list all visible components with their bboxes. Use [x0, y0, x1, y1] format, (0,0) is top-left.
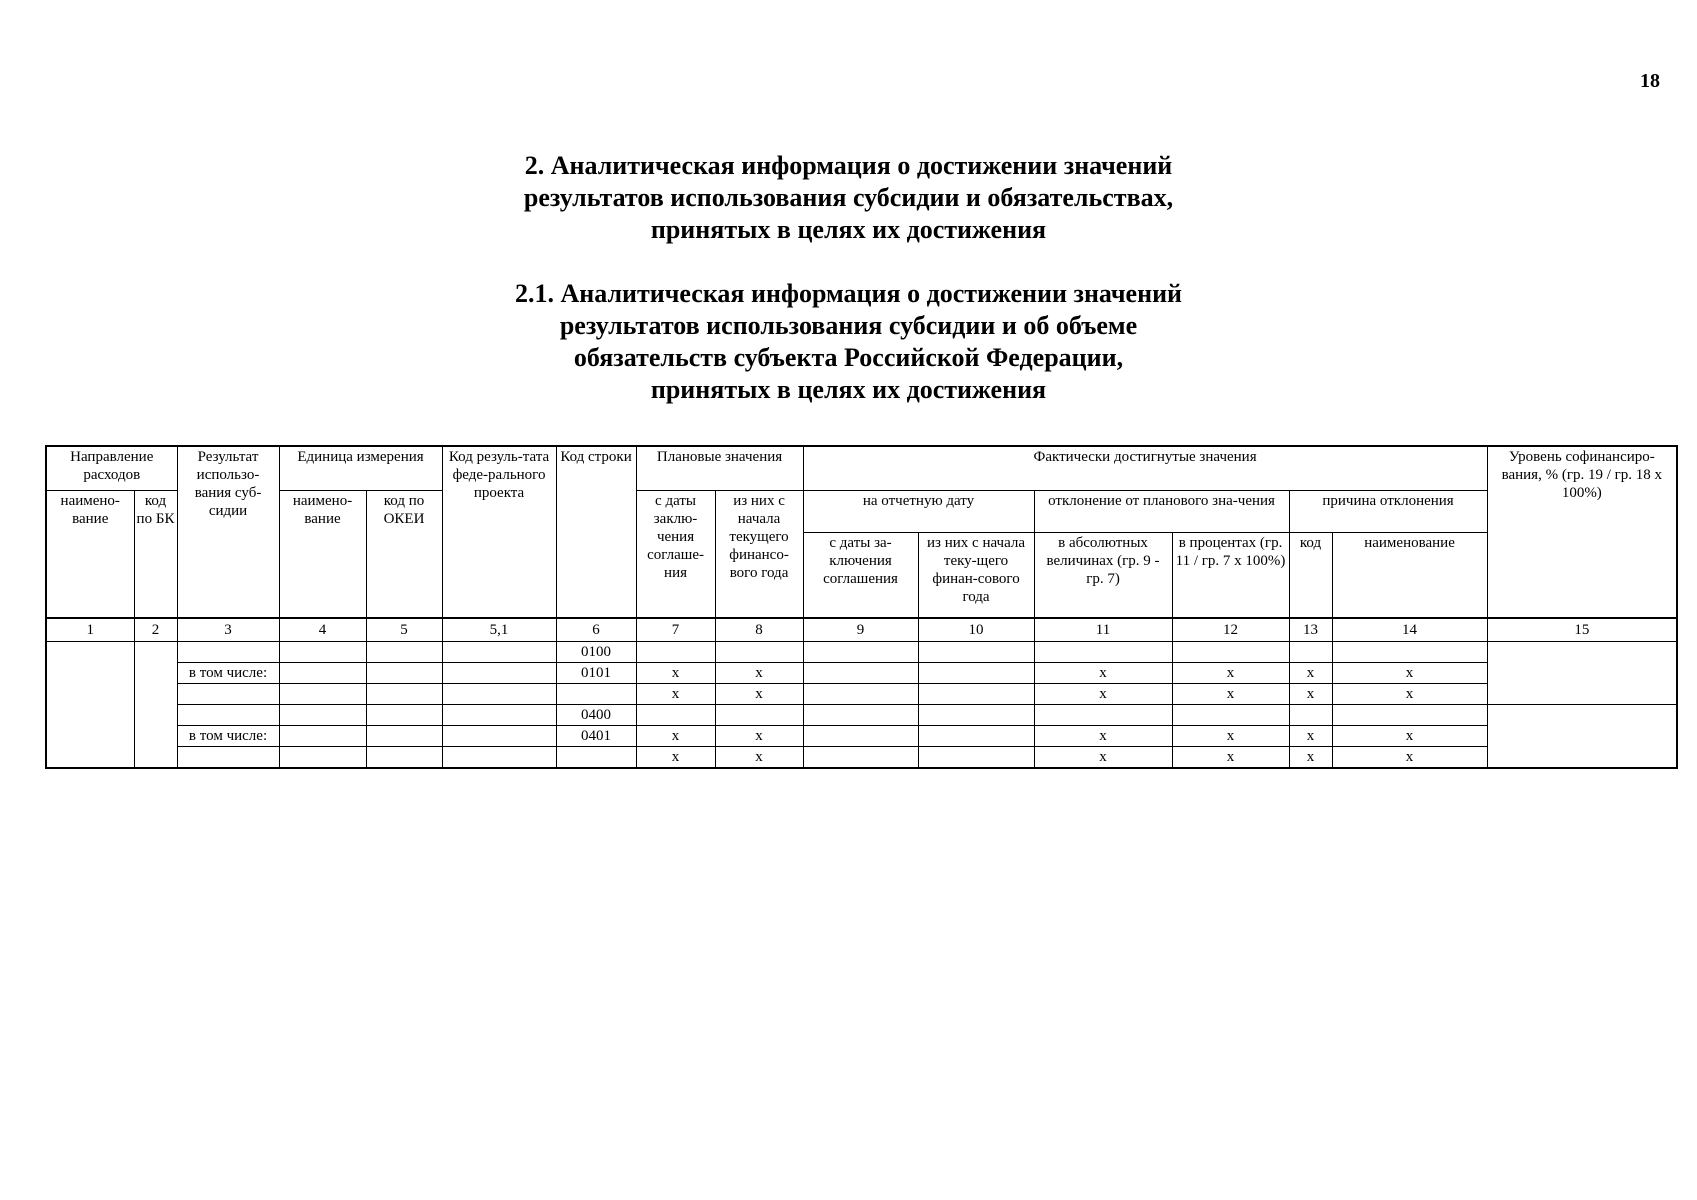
column-number: 9	[803, 618, 918, 642]
column-number: 3	[177, 618, 279, 642]
column-number: 14	[1332, 618, 1487, 642]
cell-row-code	[556, 684, 636, 705]
column-number: 1	[46, 618, 134, 642]
heading-line: принятых в целях их достижения	[650, 375, 1047, 404]
cell-result	[177, 684, 279, 705]
cell-unit-okei	[366, 726, 442, 747]
header-deviation: отклонение от планового зна-чения	[1034, 490, 1289, 532]
subsection-heading	[0, 278, 1697, 406]
column-number: 6	[556, 618, 636, 642]
cell-col11	[1034, 642, 1172, 663]
column-number: 13	[1289, 618, 1332, 642]
cell-col13: x	[1289, 747, 1332, 769]
cell-col11: x	[1034, 663, 1172, 684]
cell-col7: x	[636, 747, 715, 769]
cell-col14: x	[1332, 684, 1487, 705]
table-row	[46, 747, 1677, 769]
cell-col9	[803, 726, 918, 747]
header-report-date: на отчетную дату	[803, 490, 1034, 532]
cell-col7: x	[636, 726, 715, 747]
header-deviation-abs: в абсолютных величинах (гр. 9 - гр. 7)	[1034, 532, 1172, 618]
cell-fed-code	[442, 642, 556, 663]
header-row	[46, 490, 1677, 532]
header-actual-year: из них с начала теку-щего финан-сового года	[918, 532, 1034, 618]
column-number: 4	[279, 618, 366, 642]
cell-row-code: 0100	[556, 642, 636, 663]
column-number: 7	[636, 618, 715, 642]
cell-cofinancing	[1487, 705, 1677, 769]
cell-unit-okei	[366, 642, 442, 663]
header-reason-name: наименование	[1332, 532, 1487, 618]
cell-result: в том числе:	[177, 726, 279, 747]
column-number: 8	[715, 618, 803, 642]
cell-col12: x	[1172, 663, 1289, 684]
cell-col11: x	[1034, 747, 1172, 769]
cell-fed-code	[442, 705, 556, 726]
heading-line: результатов использования субсидии и обязательствах,	[523, 183, 1174, 212]
cell-col9	[803, 663, 918, 684]
header-row-code: Код строки	[556, 446, 636, 618]
header-actual: Фактически достигнутые значения	[803, 446, 1487, 490]
cell-col8: x	[715, 747, 803, 769]
cell-unit-okei	[366, 684, 442, 705]
cell-col7	[636, 642, 715, 663]
header-direction-code: код по БК	[134, 490, 177, 618]
cell-col12	[1172, 705, 1289, 726]
section-heading	[0, 150, 1697, 246]
cell-unit-name	[279, 684, 366, 705]
header-planned-agreement: с даты заклю-чения соглаше-ния	[636, 490, 715, 618]
cell-direction-name	[46, 642, 134, 769]
cell-result	[177, 705, 279, 726]
cell-unit-okei	[366, 663, 442, 684]
cell-cofinancing	[1487, 642, 1677, 705]
report-table	[45, 445, 1678, 769]
header-cofinancing: Уровень софинансиро-вания, % (гр. 19 / гр. 18 x 100%)	[1487, 446, 1677, 618]
header-result: Результат использо-вания суб-сидии	[177, 446, 279, 618]
header-reason: причина отклонения	[1289, 490, 1487, 532]
column-number: 11	[1034, 618, 1172, 642]
header-direction: Направление расходов	[46, 446, 177, 490]
header-planned: Плановые значения	[636, 446, 803, 490]
cell-col13: x	[1289, 663, 1332, 684]
cell-col7: x	[636, 663, 715, 684]
cell-unit-name	[279, 663, 366, 684]
heading-line: обязательств субъекта Российской Федерации,	[573, 343, 1124, 372]
column-number: 5	[366, 618, 442, 642]
column-number: 5,1	[442, 618, 556, 642]
cell-col10	[918, 663, 1034, 684]
heading-line: принятых в целях их достижения	[650, 215, 1047, 244]
cell-col8: x	[715, 726, 803, 747]
cell-fed-code	[442, 663, 556, 684]
heading-line: результатов использования субсидии и об объеме	[559, 311, 1138, 340]
cell-col9	[803, 747, 918, 769]
column-number-row	[46, 618, 1677, 642]
cell-col8: x	[715, 684, 803, 705]
cell-fed-code	[442, 684, 556, 705]
cell-col14	[1332, 642, 1487, 663]
cell-col13	[1289, 642, 1332, 663]
cell-fed-code	[442, 726, 556, 747]
cell-col13	[1289, 705, 1332, 726]
cell-col10	[918, 747, 1034, 769]
cell-col11: x	[1034, 726, 1172, 747]
cell-col10	[918, 726, 1034, 747]
cell-col9	[803, 684, 918, 705]
cell-unit-name	[279, 642, 366, 663]
table-row	[46, 642, 1677, 663]
cell-row-code	[556, 747, 636, 769]
cell-unit-name	[279, 705, 366, 726]
cell-col12: x	[1172, 684, 1289, 705]
cell-col9	[803, 642, 918, 663]
header-reason-code: код	[1289, 532, 1332, 618]
cell-col10	[918, 705, 1034, 726]
cell-unit-name	[279, 747, 366, 769]
header-planned-year: из них с начала текущего финансо-вого года	[715, 490, 803, 618]
cell-col12: x	[1172, 747, 1289, 769]
cell-col9	[803, 705, 918, 726]
cell-col12: x	[1172, 726, 1289, 747]
header-unit-okei: код по ОКЕИ	[366, 490, 442, 618]
header-unit: Единица измерения	[279, 446, 442, 490]
cell-col7	[636, 705, 715, 726]
cell-row-code: 0401	[556, 726, 636, 747]
cell-direction-code	[134, 642, 177, 769]
cell-col11	[1034, 705, 1172, 726]
cell-result	[177, 642, 279, 663]
header-fed-code: Код резуль-тата феде-рального проекта	[442, 446, 556, 618]
table-row	[46, 705, 1677, 726]
header-direction-name: наимено-вание	[46, 490, 134, 618]
page-number: 18	[1640, 70, 1660, 92]
cell-col10	[918, 642, 1034, 663]
column-number: 10	[918, 618, 1034, 642]
cell-col14: x	[1332, 663, 1487, 684]
cell-col8: x	[715, 663, 803, 684]
cell-col13: x	[1289, 726, 1332, 747]
column-number: 2	[134, 618, 177, 642]
cell-col13: x	[1289, 684, 1332, 705]
cell-col7: x	[636, 684, 715, 705]
cell-result	[177, 747, 279, 769]
header-unit-name: наимено-вание	[279, 490, 366, 618]
cell-result: в том числе:	[177, 663, 279, 684]
column-number: 15	[1487, 618, 1677, 642]
cell-fed-code	[442, 747, 556, 769]
header-actual-agreement: с даты за-ключения соглашения	[803, 532, 918, 618]
header-row	[46, 446, 1677, 490]
cell-col10	[918, 684, 1034, 705]
table-row	[46, 663, 1677, 684]
column-number: 12	[1172, 618, 1289, 642]
table-row	[46, 726, 1677, 747]
heading-line: 2.1. Аналитическая информация о достижении значений	[514, 279, 1183, 308]
header-deviation-pct: в процентах (гр. 11 / гр. 7 x 100%)	[1172, 532, 1289, 618]
cell-col8	[715, 642, 803, 663]
cell-unit-name	[279, 726, 366, 747]
cell-row-code: 0400	[556, 705, 636, 726]
cell-col11: x	[1034, 684, 1172, 705]
cell-unit-okei	[366, 705, 442, 726]
cell-unit-okei	[366, 747, 442, 769]
cell-col14: x	[1332, 726, 1487, 747]
cell-col14: x	[1332, 747, 1487, 769]
heading-line: 2. Аналитическая информация о достижении значений	[524, 151, 1173, 180]
cell-col8	[715, 705, 803, 726]
cell-col12	[1172, 642, 1289, 663]
cell-col14	[1332, 705, 1487, 726]
table-row	[46, 684, 1677, 705]
cell-row-code: 0101	[556, 663, 636, 684]
